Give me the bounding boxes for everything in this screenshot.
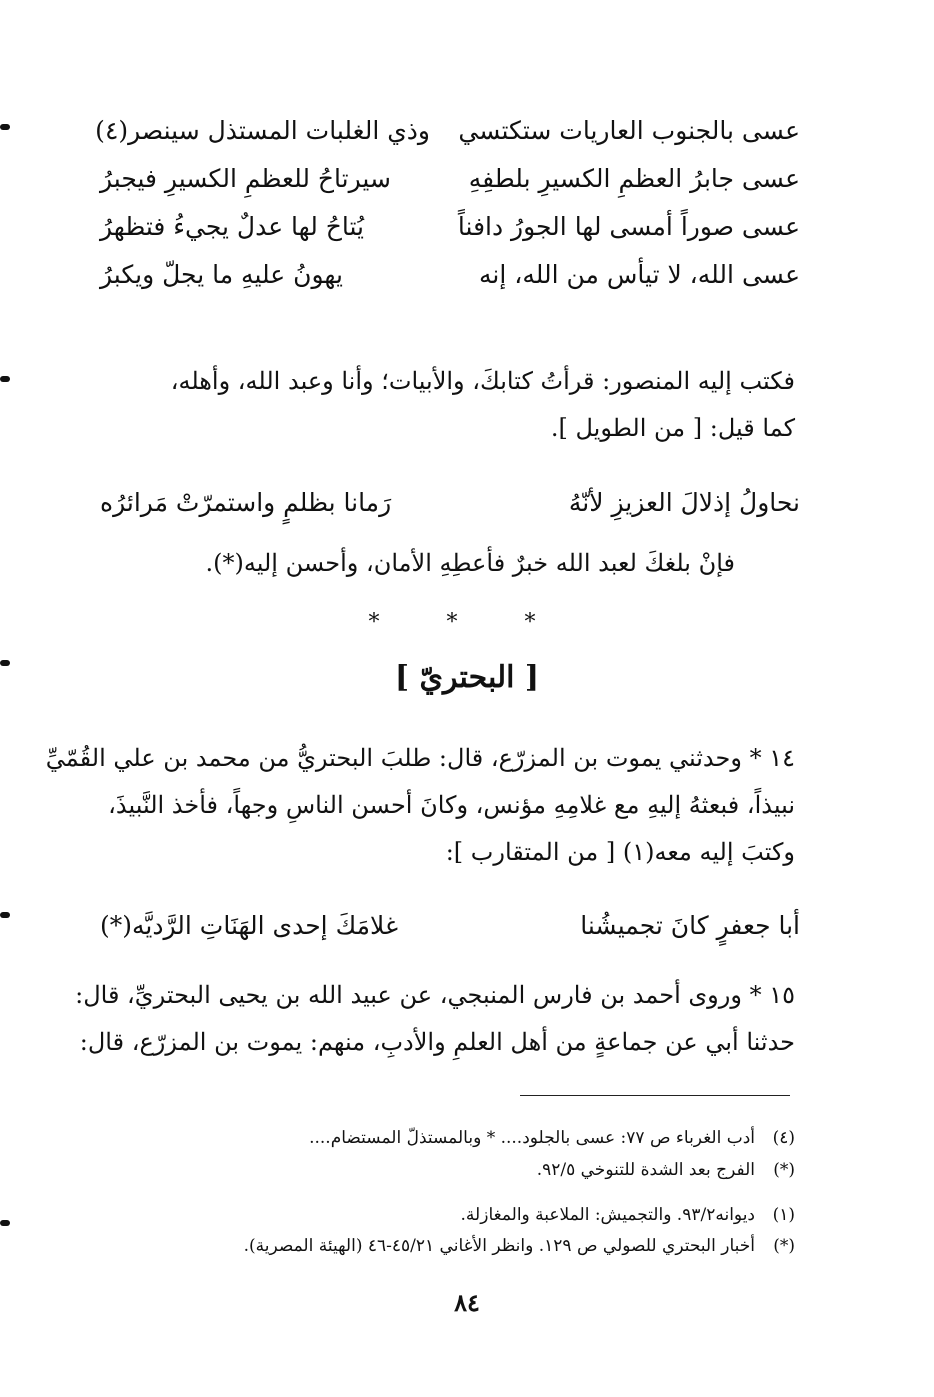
- footnote-rule: [520, 1095, 790, 1096]
- prose-paragraph: [100, 358, 795, 452]
- prose-line: ١٤ * وحدثني يموت بن المزرّع، قال: طلبَ البحتريُّ من محمد بن علي القُمّيِّ: [45, 744, 795, 772]
- prose-paragraph: [45, 735, 795, 876]
- verse-line: [100, 156, 800, 200]
- verse-first-hemistich: عسى صوراً أمسى لها الجورُ دافناً: [457, 211, 800, 241]
- section-separator: * * *: [368, 610, 566, 635]
- footnote: [150, 1160, 795, 1180]
- footnote: [150, 1128, 795, 1148]
- footnote: [150, 1205, 795, 1225]
- verse-line: [95, 108, 800, 152]
- verse-second-hemistich: غلامَكَ إحدى الهَنَاتِ الرَّديَّه(*): [100, 910, 399, 940]
- prose-line: نبيذاً، فبعثهُ إليهِ مع غلامِهِ مؤنس، وكانَ أحسن الناسِ وجهاً، فأخذ النَّبيذَ،: [108, 791, 795, 819]
- verse-line: [100, 252, 800, 296]
- margin-mark: [0, 376, 10, 382]
- verse-second-hemistich: رَمانا بظلمٍ واستمرّتْ مَرائرُه: [100, 487, 392, 517]
- prose-paragraph: [75, 972, 795, 1066]
- footnote: [150, 1236, 795, 1256]
- footnote-text: ديوانه٩٣/٢. والتجميش: الملاعبة والمغازلة.: [460, 1205, 755, 1225]
- verse-first-hemistich: نحاولُ إذلالَ العزيزِ لأنّهُ: [568, 487, 800, 517]
- prose-line: كما قيل: [ من الطويل ].: [550, 414, 795, 442]
- footnote-marker: (*): [773, 1160, 795, 1180]
- prose-line: فإنْ بلغكَ لعبد الله خبرٌ فأعطِهِ الأمان، وأحسن إليه(*).: [205, 549, 735, 577]
- footnote-marker: (٤): [772, 1128, 795, 1148]
- prose-line: ١٥ * وروى أحمد بن فارس المنبجي، عن عبيد الله بن يحيى البحتريِّ، قال:: [75, 981, 795, 1009]
- footnote-marker: (*): [773, 1236, 795, 1256]
- prose-paragraph: [100, 540, 795, 587]
- verse-first-hemistich: عسى الله، لا تيأس من الله، إنه: [479, 259, 800, 289]
- section-title: [ البحتريّ ]: [394, 660, 540, 695]
- page-number: ٨٤: [454, 1288, 480, 1317]
- margin-mark: [0, 912, 10, 918]
- verse-second-hemistich: يهونُ عليهِ ما يجلّ ويكبرُ: [100, 259, 343, 289]
- verse-first-hemistich: عسى جابرُ العظمِ الكسيرِ بلطفِهِ: [468, 163, 800, 193]
- verse-line: [100, 204, 800, 248]
- verse-second-hemistich: سيرتاحُ للعظمِ الكسيرِ فيجبرُ: [100, 163, 391, 193]
- prose-line: وكتبَ إليه معه(١) [ من المتقارب ]:: [445, 838, 795, 866]
- verse-line: [100, 480, 800, 524]
- footnote-text: الفرج بعد الشدة للتنوخي ٩٢/٥.: [536, 1160, 755, 1180]
- verse-second-hemistich: وذي الغلبات المستذل سينصر(٤): [95, 115, 430, 145]
- margin-mark: [0, 124, 10, 130]
- footnote-marker: (١): [772, 1205, 795, 1225]
- verse-second-hemistich: يُتاحُ لها عدلٌ يجيءُ فتظهرُ: [100, 211, 365, 241]
- verse-first-hemistich: أبا جعفرٍ كانَ تجميشُنا: [580, 910, 800, 940]
- prose-line: حدثنا أبي عن جماعةٍ من أهل العلمِ والأدبِ، منهم: يموت بن المزرّع، قال:: [79, 1028, 795, 1056]
- margin-mark: [0, 1220, 10, 1226]
- footnote-text: أدب الغرباء ص ٧٧: عسى بالجلود.... * وبالمستذلّ المستضام....: [309, 1128, 755, 1148]
- footnote-text: أخبار البحتري للصولي ص ١٢٩. وانظر الأغاني ٤٥/٢١-٤٦ (الهيئة المصرية).: [243, 1236, 755, 1256]
- verse-first-hemistich: عسى بالجنوب العاريات ستكتسي: [458, 115, 800, 145]
- verse-line: [100, 903, 800, 947]
- prose-line: فكتب إليه المنصور: قرأتُ كتابكَ، والأبيات؛ وأنا وعبد الله، وأهله،: [170, 367, 795, 395]
